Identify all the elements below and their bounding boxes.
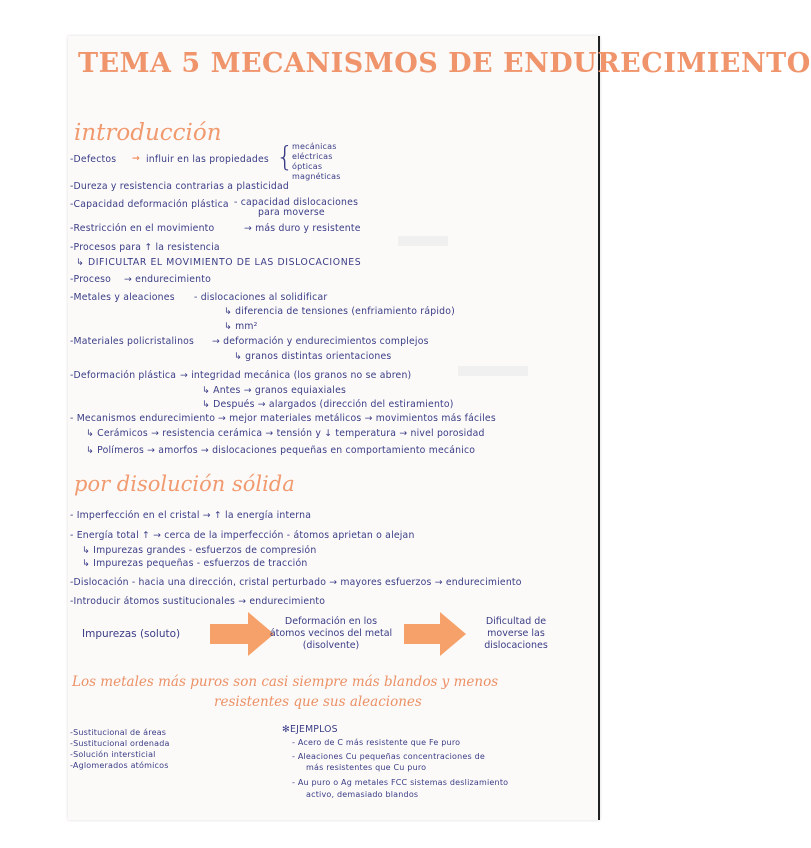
text-line: → integridad mecánica (los granos no se abren) [180, 370, 412, 381]
text-line: ↳ Antes → granos equiaxiales [202, 385, 347, 396]
list-item: -Solución intersticial [70, 750, 156, 759]
text-line: → mejor materiales metálicos → movimientos más fáciles [218, 413, 496, 424]
text-line: -Restricción en el movimiento [70, 223, 215, 234]
prop-item: eléctricas [292, 152, 333, 161]
text-line: - Mecanismos endurecimiento [70, 413, 216, 424]
flow-arrow-icon [404, 612, 466, 656]
example-item: más resistentes que Cu puro [306, 763, 427, 772]
text-line: - dislocaciones al solidificar [194, 292, 328, 303]
text-line: ↳ Polímeros → amorfos → dislocaciones pequeñas en comportamiento mecánico [86, 445, 476, 456]
text-line: -Metales y aleaciones [70, 292, 175, 303]
text-line: -Dislocación - hacia una dirección, cristal perturbado → mayores esfuerzos → endurecimiento [70, 577, 522, 588]
brace-icon: { [276, 140, 295, 173]
flow-step-deformacion: Deformación en los átomos vecinos del metal (disolvente) [269, 616, 393, 651]
text-line: ↳ Impurezas pequeñas - esfuerzos de tracción [82, 558, 308, 569]
list-item: -Sustitucional de áreas [70, 728, 167, 737]
flow-step-dificultad: Dificultad de moverse las dislocaciones [484, 616, 548, 651]
prop-item: ópticas [292, 162, 323, 171]
quote-line: resistentes que sus aleaciones [214, 694, 422, 710]
list-item: -Sustitucional ordenada [70, 739, 170, 748]
list-item: -Aglomerados atómicos [70, 761, 169, 770]
text-line: ↳ granos distintas orientaciones [234, 351, 392, 362]
text-line: ↳ Después → alargados (dirección del estiramiento) [202, 399, 454, 410]
text-line: ↳ Impurezas grandes - esfuerzos de compresión [82, 545, 317, 556]
text-line: para moverse [258, 207, 325, 218]
text-line: ↳ diferencia de tensiones (enfriamiento rápido) [224, 306, 455, 317]
text-line: ↳ DIFICULTAR EL MOVIMIENTO DE LAS DISLOCACIONES [76, 257, 362, 268]
flow-arrow-icon [210, 612, 274, 656]
prop-item: magnéticas [292, 172, 341, 181]
section-heading-introduccion: introducción [74, 120, 222, 146]
prop-item: mecánicas [292, 142, 337, 151]
page-title: TEMA 5 MECANISMOS DE ENDURECIMIENTO [78, 48, 811, 79]
notebook-page [68, 36, 811, 820]
text-line: ↳ mm² [224, 321, 258, 332]
quote-line: Los metales más puros son casi siempre más blandos y menos [72, 674, 499, 690]
text-line: -Deformación plástica [70, 370, 177, 381]
arrow-icon: → [132, 153, 140, 164]
defectos-label: -Defectos [70, 154, 117, 165]
text-line: -Materiales policristalinos [70, 336, 195, 347]
text-line: → endurecimiento [124, 274, 211, 285]
text-line: → más duro y resistente [244, 223, 361, 234]
text-line: - Imperfección en el cristal → ↑ la energía interna [70, 510, 312, 521]
text-line: - Energía total ↑ → cerca de la imperfección - átomos aprietan o alejan [70, 530, 415, 541]
text-line: - capacidad dislocaciones [234, 197, 359, 208]
example-item: - Au puro o Ag metales FCC sistemas deslizamiento [292, 778, 509, 787]
examples-heading: ✻EJEMPLOS [282, 724, 338, 735]
example-item: - Acero de C más resistente que Fe puro [292, 738, 461, 747]
defectos-text: influir en las propiedades [146, 154, 269, 165]
text-line: -Capacidad deformación plástica [70, 199, 229, 210]
section-heading-disolucion-solida: por disolución sólida [74, 472, 295, 496]
flow-step-impurezas: Impurezas (soluto) [82, 628, 181, 640]
text-line: ↳ Cerámicos → resistencia cerámica → tensión y ↓ temperatura → nivel porosidad [86, 428, 485, 439]
example-item: - Aleaciones Cu pequeñas concentraciones de [292, 752, 486, 761]
example-item: activo, demasiado blandos [306, 790, 419, 799]
text-line: → deformación y endurecimientos complejos [212, 336, 429, 347]
text-line: -Introducir átomos sustitucionales → endurecimiento [70, 596, 326, 607]
text-line: -Dureza y resistencia contrarias a plasticidad [70, 181, 290, 192]
text-line: -Proceso [70, 274, 112, 285]
text-line: -Procesos para ↑ la resistencia [70, 242, 220, 253]
